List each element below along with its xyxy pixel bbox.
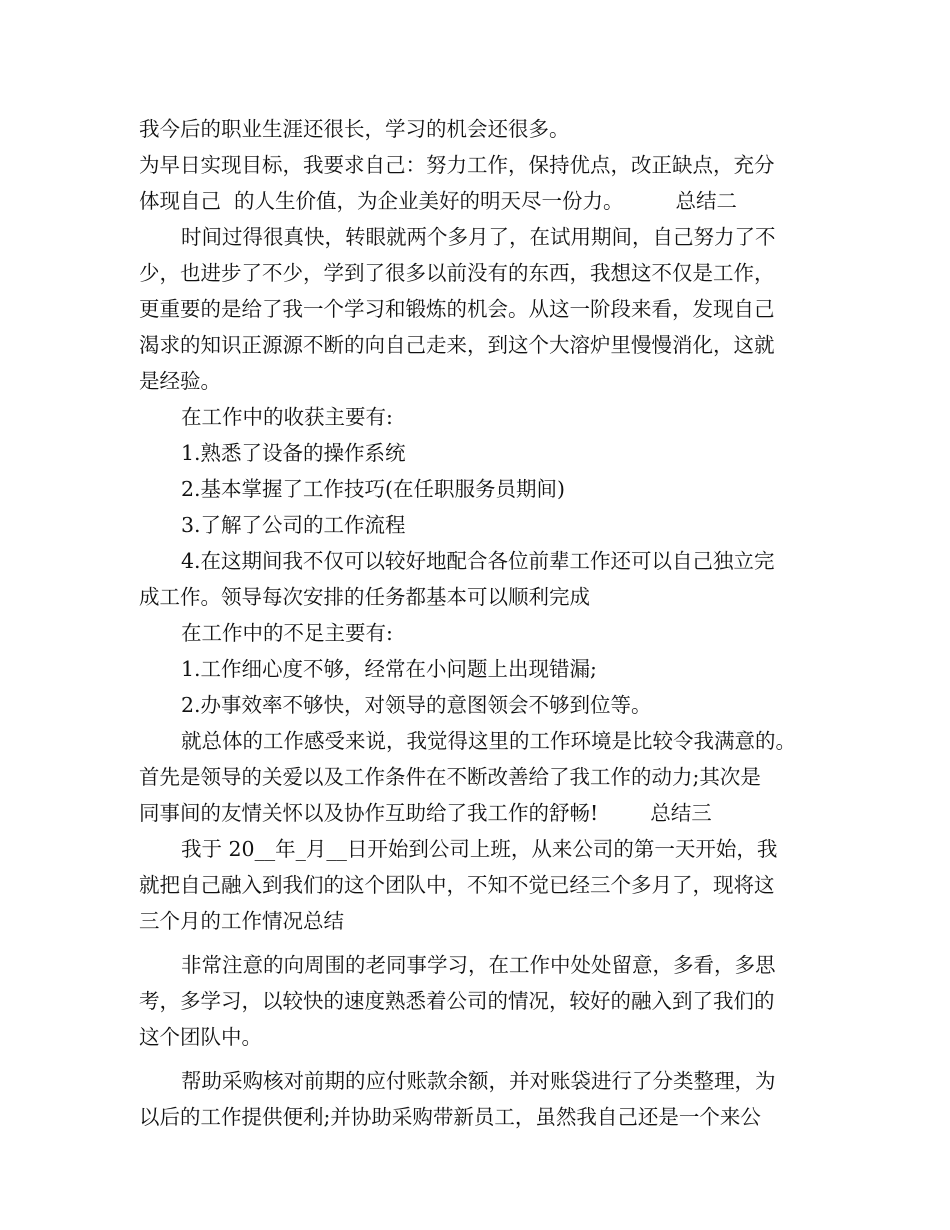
text-line: 考，多学习，以较快的速度熟悉着公司的情况，较好的融入到了我们的	[139, 989, 775, 1013]
paragraph-first-line: 帮助采购核对前期的应付账款余额，并对账袋进行了分类整理，为	[181, 1069, 776, 1093]
list-item: 1.熟悉了设备的操作系统	[181, 441, 406, 465]
text-line: 成工作。领导每次安排的任务都基本可以顺利完成	[139, 585, 590, 609]
list-item: 4.在这期间我不仅可以较好地配合各位前辈工作还可以自己独立完	[181, 549, 775, 573]
paragraph-first-line: 在工作中的不足主要有:	[181, 621, 393, 645]
text-segment: 同事间的友情关怀以及协作互助给了我工作的舒畅!	[139, 801, 599, 825]
paragraph-first-line: 就总体的工作感受来说，我觉得这里的工作环境是比较令我满意的。	[181, 729, 796, 753]
text-line: 更重要的是给了我一个学习和锻炼的机会。从这一阶段来看，发现自己	[139, 297, 775, 321]
list-item: 3.了解了公司的工作流程	[181, 513, 406, 537]
list-item: 2.基本掌握了工作技巧(在任职服务员期间)	[181, 477, 566, 501]
section-heading: 总结二	[675, 189, 738, 213]
text-line: 以后的工作提供便利;并协助采购带新员工，虽然我自己还是一个来公	[139, 1105, 761, 1129]
text-line: 少，也进步了不少，学到了很多以前没有的东西，我想这不仅是工作，	[139, 261, 775, 285]
text-line: 为早日实现目标，我要求自己：努力工作，保持优点，改正缺点，充分	[139, 153, 775, 177]
paragraph-first-line: 在工作中的收获主要有:	[181, 405, 393, 429]
text-line	[139, 183, 737, 219]
text-line: 首先是领导的关爱以及工作条件在不断改善给了我工作的动力;其次是	[139, 765, 761, 789]
section-heading: 总结三	[650, 801, 712, 825]
paragraph-first-line: 非常注意的向周围的老同事学习，在工作中处处留意，多看，多思	[181, 953, 776, 977]
text-line: 就把自己融入到我们的这个团队中，不知不觉已经三个多月了，现将这	[139, 873, 775, 897]
text-segment: 体现自己 的人生价值，为企业美好的明天尽一份力。	[139, 189, 624, 213]
text-line: 渴求的知识正源源不断的向自己走来，到这个大溶炉里慢慢消化，这就	[139, 333, 775, 357]
text-line: 我今后的职业生涯还很长，学习的机会还很多。	[139, 117, 570, 141]
text-line	[139, 795, 712, 831]
text-line: 这个团队中。	[139, 1025, 262, 1049]
text-line: 是经验。	[139, 369, 221, 393]
list-item: 1.工作细心度不够，经常在小问题上出现错漏;	[181, 657, 597, 681]
list-item: 2.办事效率不够快，对领导的意图领会不够到位等。	[181, 693, 652, 717]
text-line: 三个月的工作情况总结	[139, 909, 344, 933]
paragraph-first-line: 时间过得很真快，转眼就两个多月了，在试用期间，自己努力了不	[181, 225, 776, 249]
paragraph-first-line: 我于 20__年_月__日开始到公司上班，从来公司的第一天开始，我	[181, 837, 778, 861]
